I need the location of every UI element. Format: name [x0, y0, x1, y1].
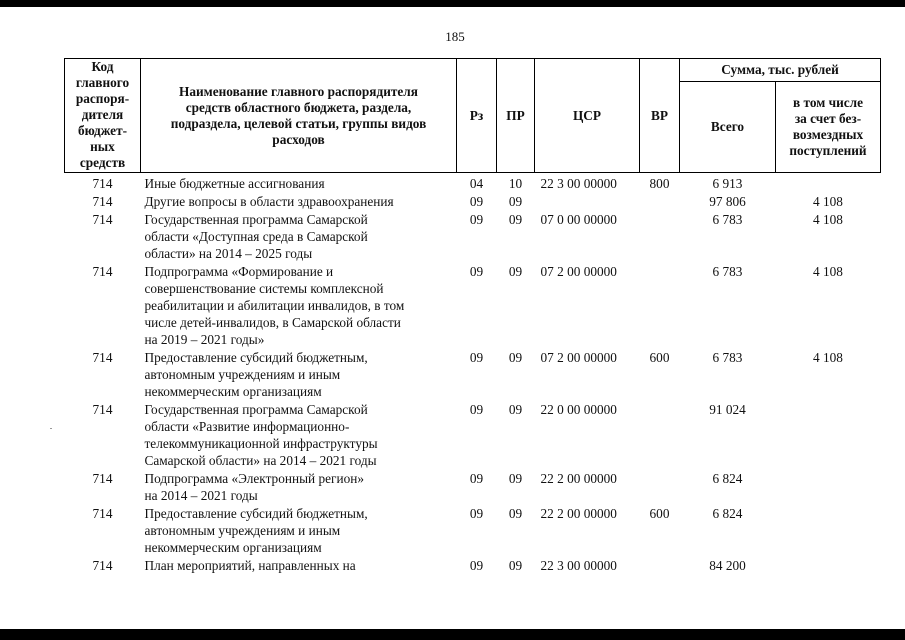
- cell-csr: 22 2 00 00000: [540, 506, 617, 521]
- cell-code: 714: [92, 471, 113, 486]
- cell-pr: 09: [508, 350, 523, 365]
- cell-code: 714: [92, 194, 113, 209]
- header-rz: Рз: [457, 59, 497, 173]
- cell-total: 6 913: [712, 176, 743, 191]
- cell-rz: 09: [469, 471, 484, 486]
- table-row: [65, 173, 881, 193]
- cell-rz: 09: [469, 194, 484, 209]
- cell-csr: 07 2 00 00000: [540, 350, 617, 365]
- cell-csr: 22 3 00 00000: [540, 558, 617, 573]
- scan-speck: [50, 428, 52, 429]
- cell-rz: 09: [469, 402, 484, 417]
- cell-rz: 09: [469, 212, 484, 227]
- cell-total: 97 806: [709, 194, 746, 209]
- cell-rz: 09: [469, 264, 484, 279]
- cell-name: Подпрограмма «Формирование и совершенствование системы комплексной реабилитации и абилитации инвалидов, в том числе детей-инвалидов, в Самарской области на 2019 – 2021 годы»: [144, 264, 405, 347]
- cell-pr: 09: [508, 506, 523, 521]
- cell-rz: 09: [469, 558, 484, 573]
- header-free: в том числе за счет без- возмездных поступлений: [776, 82, 881, 173]
- header-vr: ВР: [640, 59, 680, 173]
- cell-free: [776, 556, 881, 574]
- page-number: 185: [445, 29, 465, 44]
- cell-vr: 800: [649, 176, 670, 191]
- table-row: [65, 400, 881, 469]
- cell-free: 4 108: [813, 264, 843, 279]
- cell-code: 714: [92, 350, 113, 365]
- cell-total: 84 200: [709, 558, 746, 573]
- cell-pr: 09: [508, 471, 523, 486]
- cell-csr: 22 0 00 00000: [540, 402, 617, 417]
- cell-code: 714: [92, 264, 113, 279]
- header-csr: ЦСР: [535, 59, 640, 173]
- cell-total: 6 824: [712, 471, 743, 486]
- cell-total: 6 824: [712, 506, 743, 521]
- cell-vr: [640, 556, 680, 574]
- cell-vr: [640, 469, 680, 504]
- cell-total: 6 783: [712, 350, 743, 365]
- cell-csr: 07 0 00 00000: [540, 212, 617, 227]
- cell-csr: 22 2 00 00000: [540, 471, 617, 486]
- header-total: Всего: [680, 82, 776, 173]
- cell-free: 4 108: [813, 350, 843, 365]
- cell-name: Государственная программа Самарской области «Развитие информационно- телекоммуникационной инфраструктуры Самарской области» на 2014 – 2021 годы: [144, 402, 378, 468]
- cell-code: 714: [92, 176, 113, 191]
- cell-vr: [640, 192, 680, 210]
- cell-rz: 04: [469, 176, 484, 191]
- cell-free: [776, 504, 881, 556]
- header-name: Наименование главного распорядителя средств областного бюджета, раздела, подраздела, целевой статьи, группы видов расходов: [141, 59, 457, 173]
- cell-name: Иные бюджетные ассигнования: [144, 176, 325, 191]
- cell-pr: 09: [508, 402, 523, 417]
- table-row: [65, 469, 881, 504]
- cell-code: 714: [92, 212, 113, 227]
- table-row: [65, 504, 881, 556]
- cell-name: Государственная программа Самарской области «Доступная среда в Самарской области» на 2014 – 2025 годы: [144, 212, 368, 261]
- cell-code: 714: [92, 506, 113, 521]
- cell-vr: [640, 210, 680, 262]
- cell-vr: [640, 262, 680, 348]
- cell-name: Подпрограмма «Электронный регион» на 2014 – 2021 годы: [144, 471, 364, 503]
- cell-total: 91 024: [709, 402, 746, 417]
- header-sum: Сумма, тыс. рублей: [680, 59, 881, 82]
- table-row: [65, 556, 881, 574]
- cell-vr: 600: [649, 506, 670, 521]
- cell-vr: 600: [649, 350, 670, 365]
- cell-pr: 09: [508, 558, 523, 573]
- cell-free: 4 108: [813, 194, 843, 209]
- cell-name: Предоставление субсидий бюджетным, автономным учреждениям и иным некоммерческим организациям: [144, 350, 368, 399]
- scan-bottom-border: [0, 629, 905, 640]
- scan-top-border: [0, 0, 905, 7]
- cell-rz: 09: [469, 506, 484, 521]
- cell-code: 714: [92, 558, 113, 573]
- cell-total: 6 783: [712, 264, 743, 279]
- cell-total: 6 783: [712, 212, 743, 227]
- cell-csr: 07 2 00 00000: [540, 264, 617, 279]
- cell-vr: [640, 400, 680, 469]
- cell-name: Другие вопросы в области здравоохранения: [144, 194, 394, 209]
- cell-free: [776, 400, 881, 469]
- cell-csr: [535, 192, 640, 210]
- cell-csr: 22 3 00 00000: [540, 176, 617, 191]
- budget-table: [64, 58, 881, 574]
- cell-free: [776, 469, 881, 504]
- cell-code: 714: [92, 402, 113, 417]
- header-pr: ПР: [497, 59, 535, 173]
- cell-pr: 09: [508, 264, 523, 279]
- cell-name: План мероприятий, направленных на: [144, 558, 356, 573]
- cell-pr: 10: [508, 176, 523, 191]
- table-row: [65, 192, 881, 210]
- cell-free: 4 108: [813, 212, 843, 227]
- table-header: [65, 59, 881, 173]
- table-row: [65, 348, 881, 400]
- table-row: [65, 262, 881, 348]
- cell-rz: 09: [469, 350, 484, 365]
- header-code: Код главного распоря- дителя бюджет- ных средств: [65, 59, 141, 173]
- cell-pr: 09: [508, 194, 523, 209]
- cell-free: [776, 173, 881, 193]
- cell-pr: 09: [508, 212, 523, 227]
- table-row: [65, 210, 881, 262]
- cell-name: Предоставление субсидий бюджетным, автономным учреждениям и иным некоммерческим организациям: [144, 506, 368, 555]
